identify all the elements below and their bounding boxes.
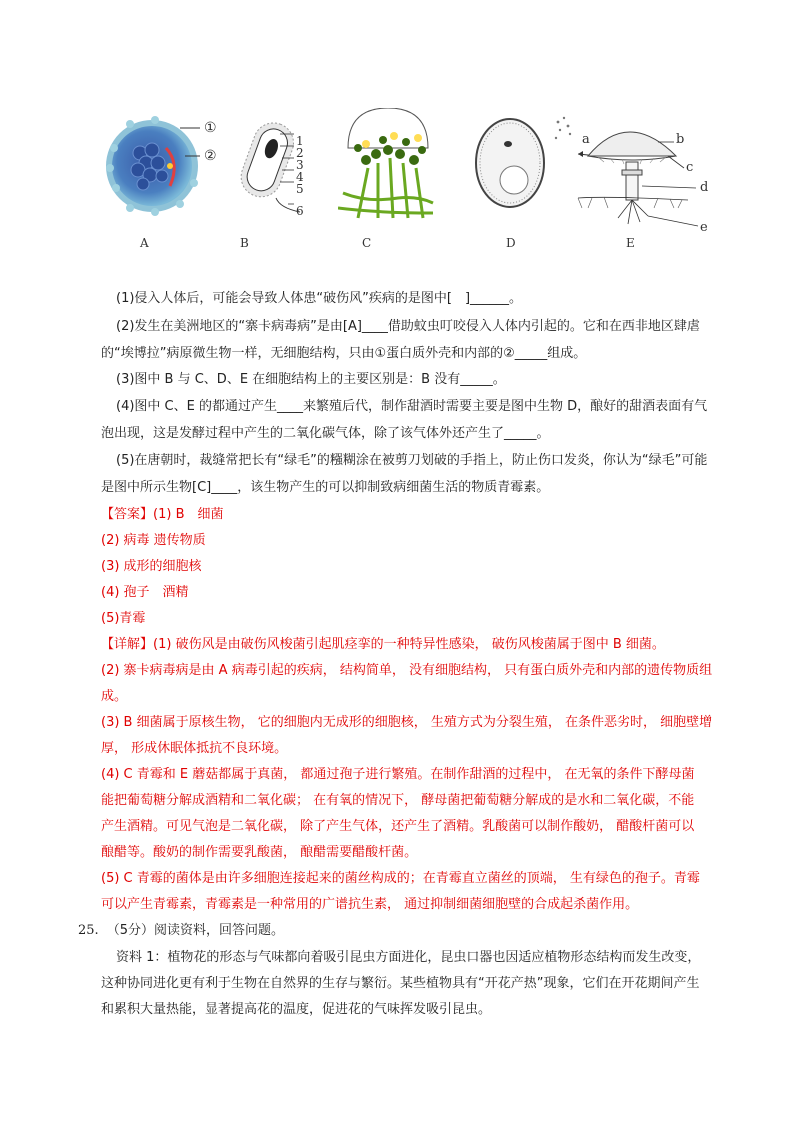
- material-line-1: 资料 1：植物花的形态与气味都向着吸引昆虫方面进化，昆虫口器也因适应植物形态结构而发生改变，: [116, 950, 701, 965]
- detail-5-line-1: (5) C 青霉的菌体是由许多细胞连接起来的菌丝构成的；在青霉直立菌丝的顶端， 生有绿色的孢子。青霉: [101, 871, 700, 886]
- figure-e-marker-a: a: [582, 132, 590, 147]
- detail-4-line-3: 产生酒精。可见气泡是二氧化碳， 除了产生气体，还产生了酒精。乳酸菌可以制作酸奶， 醋酸杆菌可以: [101, 819, 695, 834]
- material-line-2: 这种协同进化更有利于生物在自然界的生存与繁衍。某些植物具有“开花产热”现象，它们在开花期间产生: [101, 976, 700, 991]
- detail-3-line-1: (3) B 细菌属于原核生物， 它的细胞内无成形的细胞核， 生殖方式为分裂生殖， 在条件恶劣时， 细胞壁增: [101, 715, 713, 730]
- detail-2-line-2: 成。: [101, 689, 128, 704]
- figure-e-marker-b: b: [676, 132, 685, 147]
- question-4-line-2: 泡出现，这是发酵过程中产生的二氧化碳气体，除了该气体外还产生了_____。: [101, 426, 550, 441]
- answer-tag: 【答案】: [101, 507, 154, 522]
- answer-2: (2) 病毒 遗传物质: [101, 533, 206, 548]
- figure-a-label: A: [140, 236, 149, 250]
- detail-1-text: (1) 破伤风是由破伤风梭菌引起肌痉挛的一种特异性感染， 破伤风梭菌属于图中 B 细菌。: [153, 637, 665, 652]
- figure-b-marker-3: 3: [296, 158, 304, 172]
- question-4-line-1: (4)图中 C、E 的都通过产生____来繁殖后代，制作甜酒时需要主要是图中生物 D，酿好的甜酒表面有气: [116, 399, 708, 414]
- detail-3-line-2: 厚， 形成休眠体抵抗不良环境。: [101, 741, 288, 756]
- detail-4-line-4: 酿醋等。酸奶的制作需要乳酸菌， 酿醋需要醋酸杆菌。: [101, 845, 418, 860]
- figure-row: [100, 108, 720, 258]
- question-25-intro: （5分）阅读资料，回答问题。: [106, 923, 284, 938]
- detail-tag: 【详解】: [101, 637, 154, 652]
- figure-b-marker-2: 2: [296, 146, 304, 160]
- answer-5: (5)青霉: [101, 611, 146, 626]
- material-line-3: 和累积大量热能，显著提高花的温度，促进花的气味挥发吸引昆虫。: [101, 1002, 492, 1017]
- question-2-line-1: (2)发生在美洲地区的“寨卡病毒病”是由[A]____借助蚊虫叮咬侵入人体内引起的。它和在西非地区肆虐: [116, 319, 700, 334]
- question-25-header: [78, 922, 284, 940]
- answer-1-text: (1) B 细菌: [153, 507, 224, 522]
- detail-4-line-2: 能把葡萄糖分解成酒精和二氧化碳； 在有氧的情况下， 酵母菌把葡萄糖分解成的是水和二氧化碳，不能: [101, 793, 695, 808]
- question-5-line-1: (5)在唐朝时，裁缝常把长有“绿毛”的糨糊涂在被剪刀划破的手指上，防止伤口发炎，你认为“绿毛”可能: [116, 453, 708, 468]
- figure-b-bacterium: [230, 108, 320, 250]
- figure-b-marker-5: 5: [296, 182, 304, 196]
- figure-e-marker-e: e: [700, 220, 708, 235]
- figure-b-marker-6: 6: [296, 204, 304, 218]
- question-25-number: 25.: [78, 923, 99, 938]
- figure-a-marker-2: ②: [204, 148, 217, 164]
- figure-b-marker-1: 1: [296, 134, 304, 148]
- figure-a-marker-1: ①: [204, 120, 217, 136]
- question-3: (3)图中 B 与 C、D、E 在细胞结构上的主要区别是：B 没有_____。: [116, 372, 506, 387]
- figure-e-mushroom: [548, 108, 718, 250]
- answer-4: (4) 孢子 酒精: [101, 585, 189, 600]
- question-1: (1)侵入人体后，可能会导致人体患“破伤风”疾病的是图中[ ]______。: [116, 291, 523, 306]
- detail-5-line-2: 可以产生青霉素，青霉素是一种常用的广谱抗生素， 通过抑制细菌细胞壁的合成起杀菌作用。: [101, 897, 639, 912]
- question-5-line-2: 是图中所示生物[C]____，该生物产生的可以抑制致病细菌生活的物质青霉素。: [101, 480, 550, 495]
- detail-2-line-1: (2) 寨卡病毒病是由 A 病毒引起的疾病， 结构简单， 没有细胞结构， 只有蛋白质外壳和内部的遗传物质组: [101, 663, 713, 678]
- figure-b-label: B: [240, 236, 249, 250]
- detail-1: [101, 636, 665, 654]
- figure-d-yeast: [472, 108, 552, 250]
- figure-c-penicillium: [338, 108, 438, 250]
- answer-3: (3) 成形的细胞核: [101, 559, 202, 574]
- figure-e-label: E: [626, 236, 635, 250]
- figure-e-marker-c: c: [686, 160, 694, 175]
- figure-e-marker-d: d: [700, 180, 709, 195]
- figure-b-marker-4: 4: [296, 170, 304, 184]
- detail-4-line-1: (4) C 青霉和 E 蘑菇都属于真菌， 都通过孢子进行繁殖。在制作甜酒的过程中， 在无氧的条件下酵母菌: [101, 767, 695, 782]
- answer-1: [101, 506, 223, 524]
- question-2-line-2: 的“埃博拉”病原微生物一样，无细胞结构，只由①蛋白质外壳和内部的②_____组成。: [101, 346, 587, 361]
- figure-d-label: D: [506, 236, 516, 250]
- figure-c-label: C: [362, 236, 372, 250]
- figure-a-virus: [100, 108, 230, 250]
